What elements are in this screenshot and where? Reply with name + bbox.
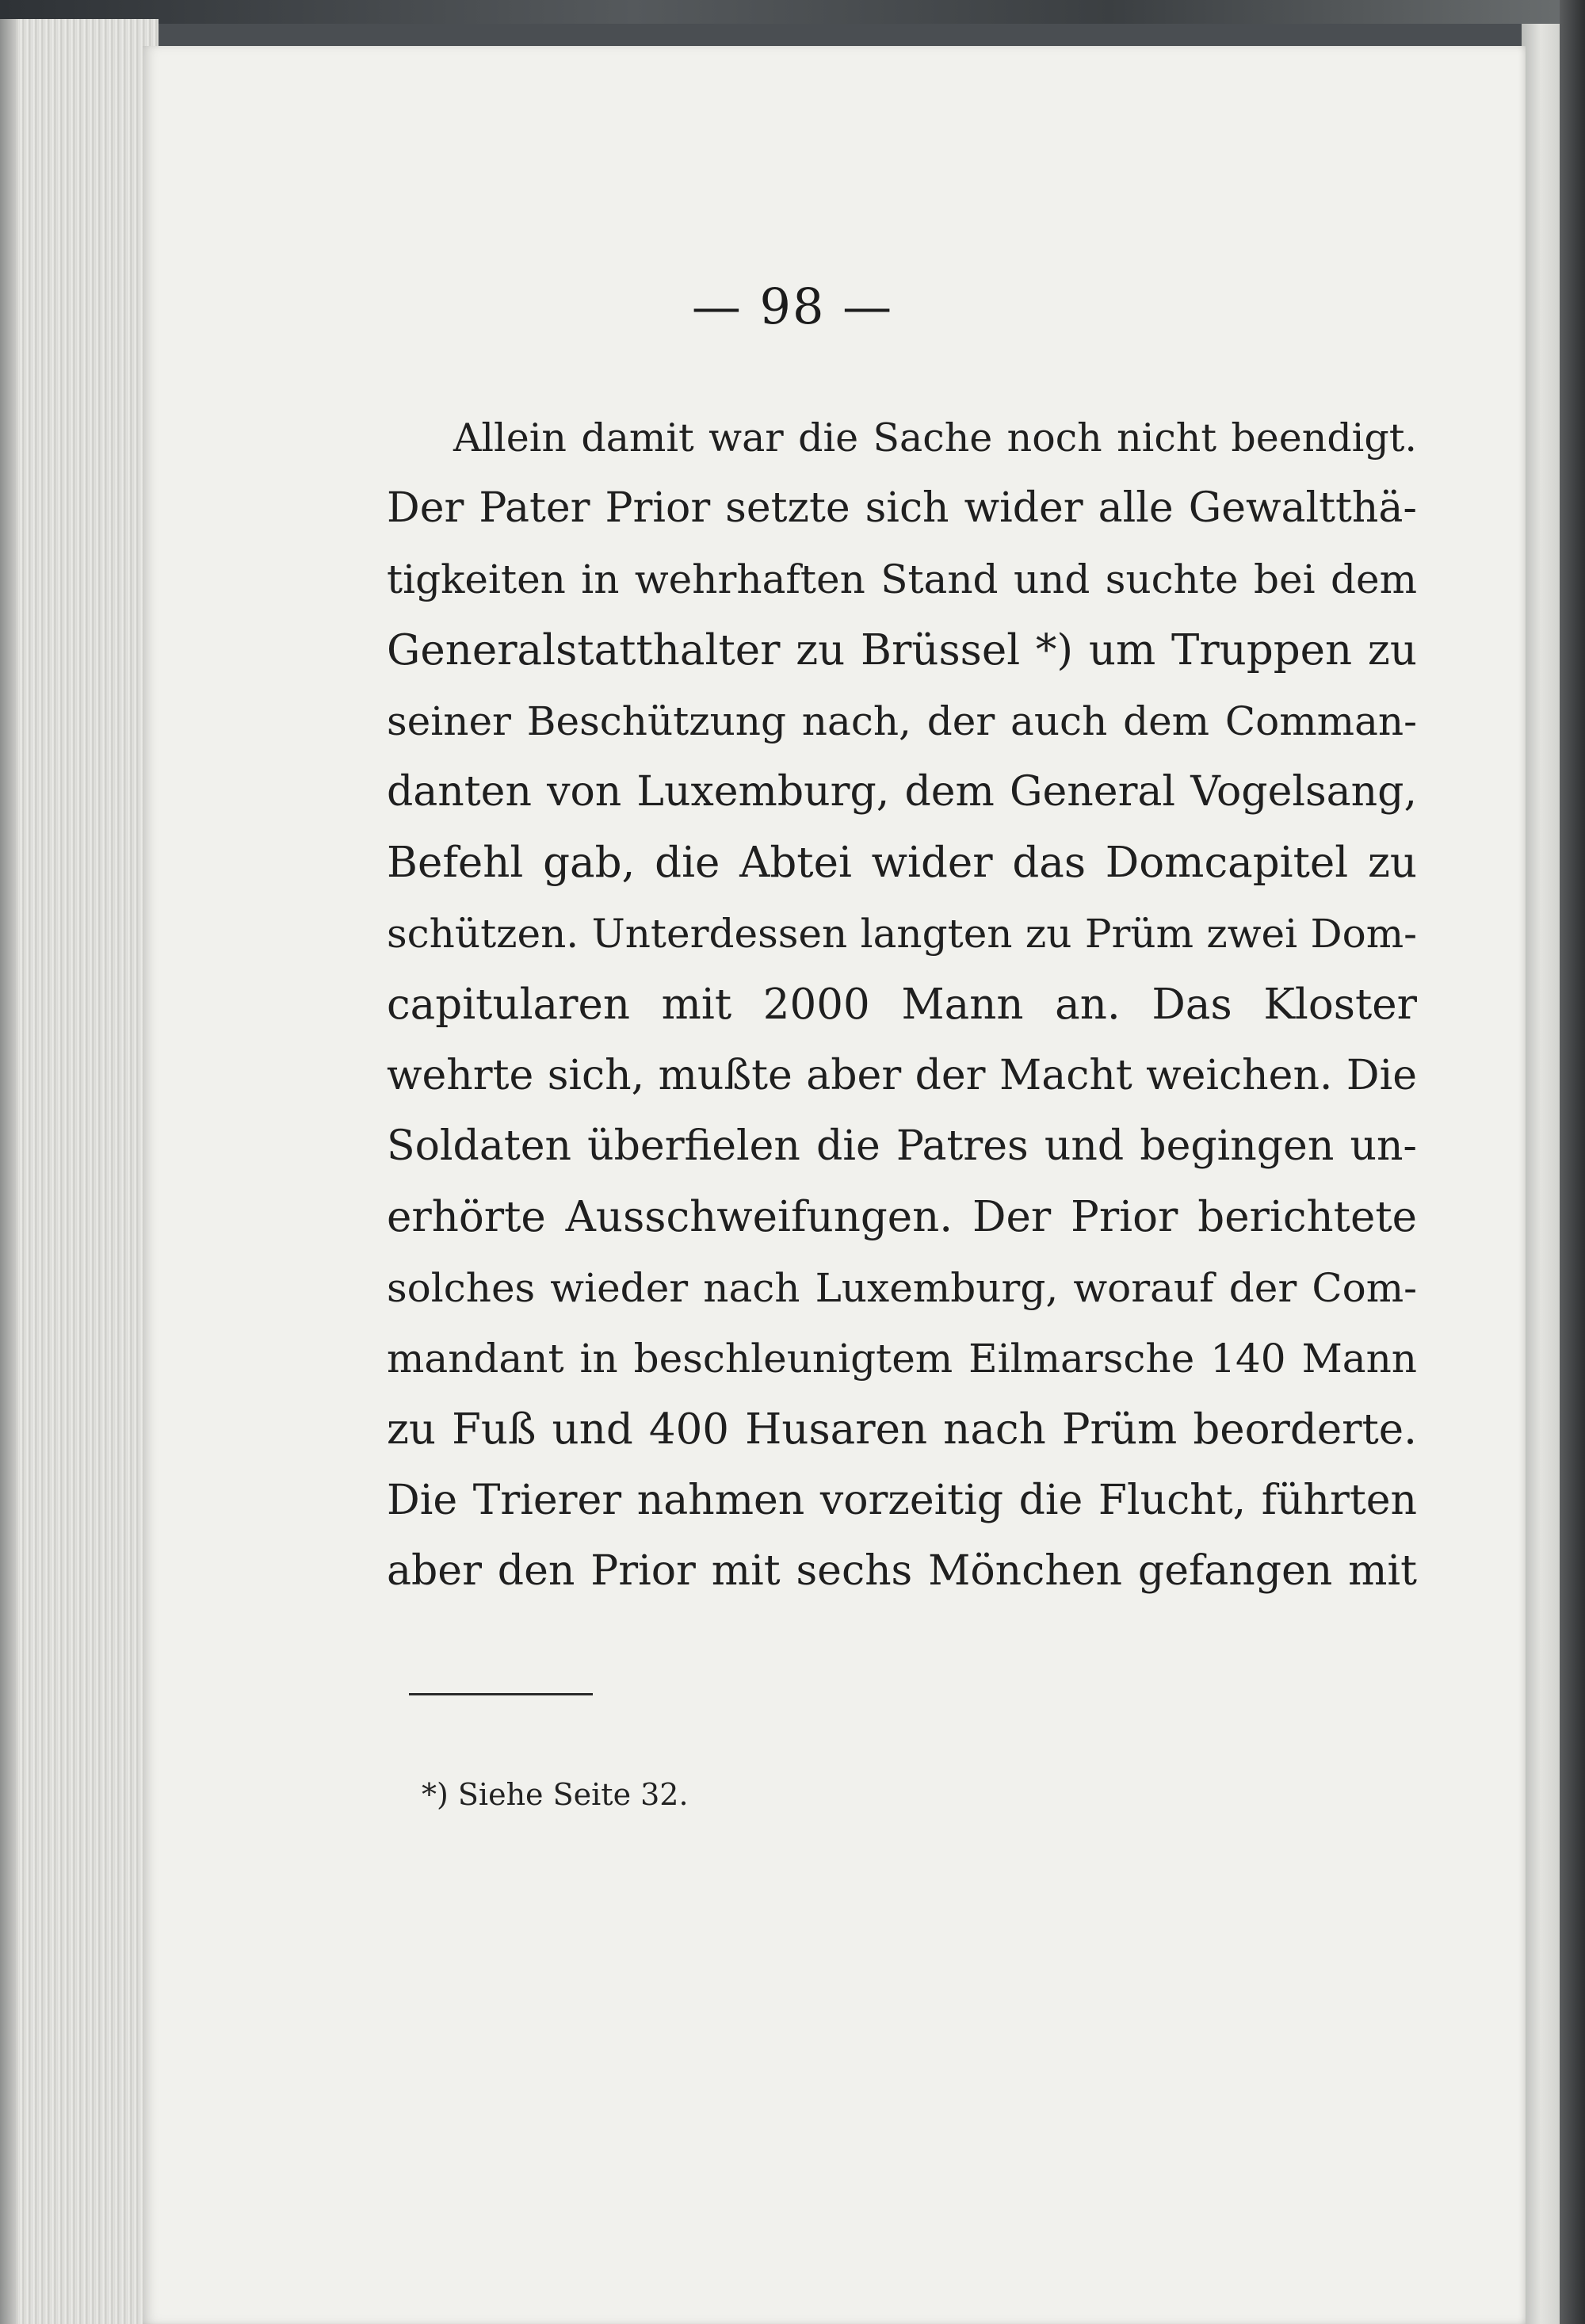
text-line: zu Fuß und 400 Husaren nach Prüm beorderte. bbox=[387, 1405, 1417, 1454]
text-line: wehrte sich, mußte aber der Macht weichen. Die bbox=[387, 1051, 1417, 1099]
text-line: Befehl gab, die Abtei wider das Domcapitel zu bbox=[387, 839, 1417, 888]
text-line: schützen. Unterdessen langten zu Prüm zwei Dom- bbox=[387, 910, 1417, 957]
footnote: *) Siehe Seite 32. bbox=[422, 1777, 689, 1812]
book-edge-shadow bbox=[0, 19, 16, 2324]
text-line: danten von Luxemburg, dem General Vogelsang, bbox=[387, 767, 1417, 816]
book-page-edges bbox=[0, 19, 158, 2324]
text-line: Der Pater Prior setzte sich wider alle Gewaltthä- bbox=[387, 484, 1417, 533]
body-text bbox=[387, 403, 1417, 1607]
text-line: Die Trierer nahmen vorzeitig die Flucht, führten bbox=[387, 1476, 1417, 1524]
text-line: tigkeiten in wehrhaften Stand und suchte bei dem bbox=[387, 556, 1417, 602]
footnote-divider bbox=[409, 1693, 593, 1695]
text-line: Soldaten überfielen die Patres und begingen un- bbox=[387, 1122, 1417, 1170]
text-line: erhörte Ausschweifungen. Der Prior berichtete bbox=[387, 1193, 1417, 1242]
text-line: Generalstatthalter zu Brüssel *) um Truppen zu bbox=[387, 626, 1417, 675]
page-number: — 98 — bbox=[691, 277, 894, 335]
text-line: capitularen mit 2000 Mann an. Das Kloster bbox=[387, 980, 1417, 1030]
text-line: aber den Prior mit sechs Mönchen gefangen mit bbox=[387, 1547, 1417, 1596]
text-line: solches wieder nach Luxemburg, worauf der Com- bbox=[387, 1264, 1417, 1311]
text-line: Allein damit war die Sache noch nicht beendigt. bbox=[453, 415, 1417, 461]
scanner-background bbox=[0, 0, 1585, 24]
text-line: seiner Beschützung nach, der auch dem Comman- bbox=[387, 698, 1417, 744]
book-cover-edge bbox=[1560, 0, 1585, 2324]
text-line: mandant in beschleunigtem Eilmarsche 140 Mann bbox=[387, 1336, 1417, 1382]
